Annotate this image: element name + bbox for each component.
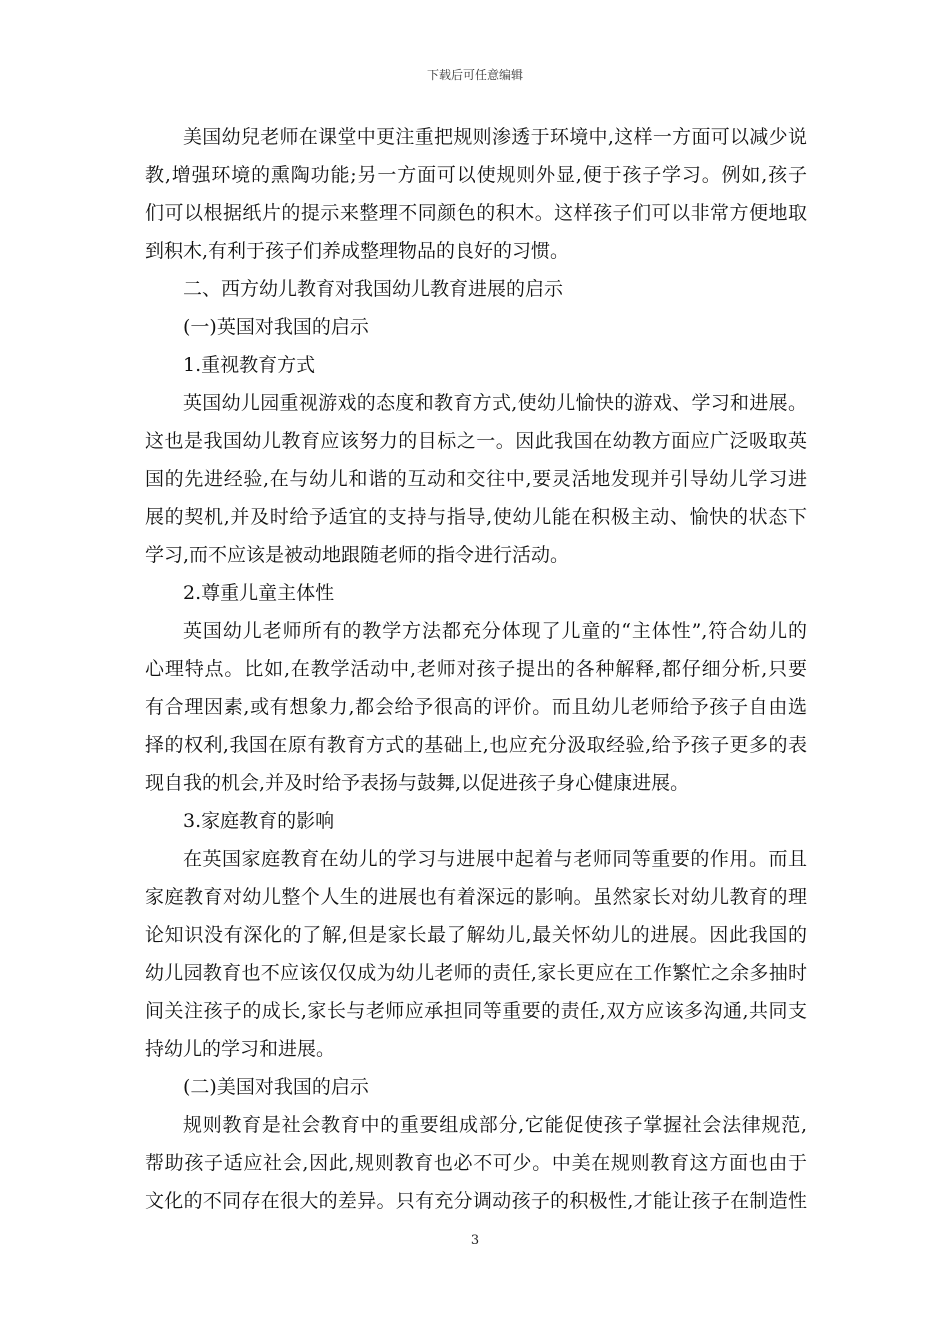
text-line: 有合理因素,或有想象力,都会给予很高的评价。而且幼儿老师给予孩子自由选 — [145, 696, 807, 718]
text-line: 1.重视教育方式 — [183, 354, 316, 376]
text-line: 到积木,有利于孩子们养成整理物品的良好的习惯。 — [145, 240, 570, 262]
text-line: 二、西方幼儿教育对我国幼儿教育进展的启示 — [183, 278, 564, 300]
text-line: 幼儿园教育也不应该仅仅成为幼儿老师的责任,家长更应在工作繁忙之余多抽时 — [145, 962, 807, 984]
text-line: (二)美国对我国的启示 — [183, 1076, 369, 1098]
text-line: (一)英国对我国的启示 — [183, 316, 369, 338]
text-line: 国的先进经验,在与幼儿和谐的互动和交往中,要灵活地发现并引导幼儿学习进 — [145, 468, 807, 490]
text-line: 3.家庭教育的影响 — [183, 810, 335, 832]
text-line: 规则教育是社会教育中的重要组成部分,它能促使孩子掌握社会法律规范, — [183, 1114, 807, 1136]
text-line: 论知识没有深化的了解,但是家长最了解幼儿,最关怀幼儿的进展。因此我国的 — [145, 924, 807, 946]
text-line: 间关注孩子的成长,家长与老师应承担同等重要的责任,双方应该多沟通,共同支 — [145, 1000, 807, 1022]
text-line: 英国幼儿老师所有的教学方法都充分体现了儿童的“主体性”,符合幼儿的 — [183, 620, 807, 642]
text-line: 择的权利,我国在原有教育方式的基础上,也应充分汲取经验,给予孩子更多的表 — [145, 734, 807, 756]
text-line: 美国幼兒老师在课堂中更注重把规则渗透于环境中,这样一方面可以减少说 — [183, 126, 807, 148]
text-line: 在英国家庭教育在幼儿的学习与进展中起着与老师同等重要的作用。而且 — [183, 848, 807, 870]
text-line: 帮助孩子适应社会,因此,规则教育也必不可少。中美在规则教育这方面也由于 — [145, 1152, 807, 1174]
text-line: 家庭教育对幼儿整个人生的进展也有着深远的影响。虽然家长对幼儿教育的理 — [145, 886, 807, 908]
page-number: 3 — [470, 1233, 480, 1248]
text-line: 英国幼儿园重视游戏的态度和教育方式,使幼儿愉快的游戏、学习和进展。 — [183, 392, 807, 414]
text-line: 现自我的机会,并及时给予表扬与鼓舞,以促进孩子身心健康进展。 — [145, 772, 690, 794]
text-line: 展的契机,并及时给予适宜的支持与指导,使幼儿能在积极主动、愉快的状态下 — [145, 506, 807, 528]
text-line: 持幼儿的学习和进展。 — [145, 1038, 336, 1060]
text-line: 心理特点。比如,在教学活动中,老师对孩子提出的各种解释,都仔细分析,只要 — [145, 658, 807, 680]
text-line: 文化的不同存在很大的差异。只有充分调动孩子的积极性,才能让孩子在制造性 — [145, 1190, 807, 1212]
text-line: 2.尊重儿童主体性 — [183, 582, 335, 604]
text-line: 这也是我国幼儿教育应该努力的目标之一。因此我国在幼教方面应广泛吸取英 — [145, 430, 807, 452]
text-line: 教,增强环境的熏陶功能;另一方面可以使规则外显,便于孩子学习。例如,孩子 — [145, 164, 807, 186]
page-header: 下载后可任意编辑 — [426, 68, 523, 82]
text-line: 学习,而不应该是被动地跟随老师的指令进行活动。 — [145, 544, 570, 566]
document-body — [145, 123, 807, 1225]
text-line: 们可以根据纸片的提示来整理不同颜色的积木。这样孩子们可以非常方便地取 — [145, 202, 807, 224]
